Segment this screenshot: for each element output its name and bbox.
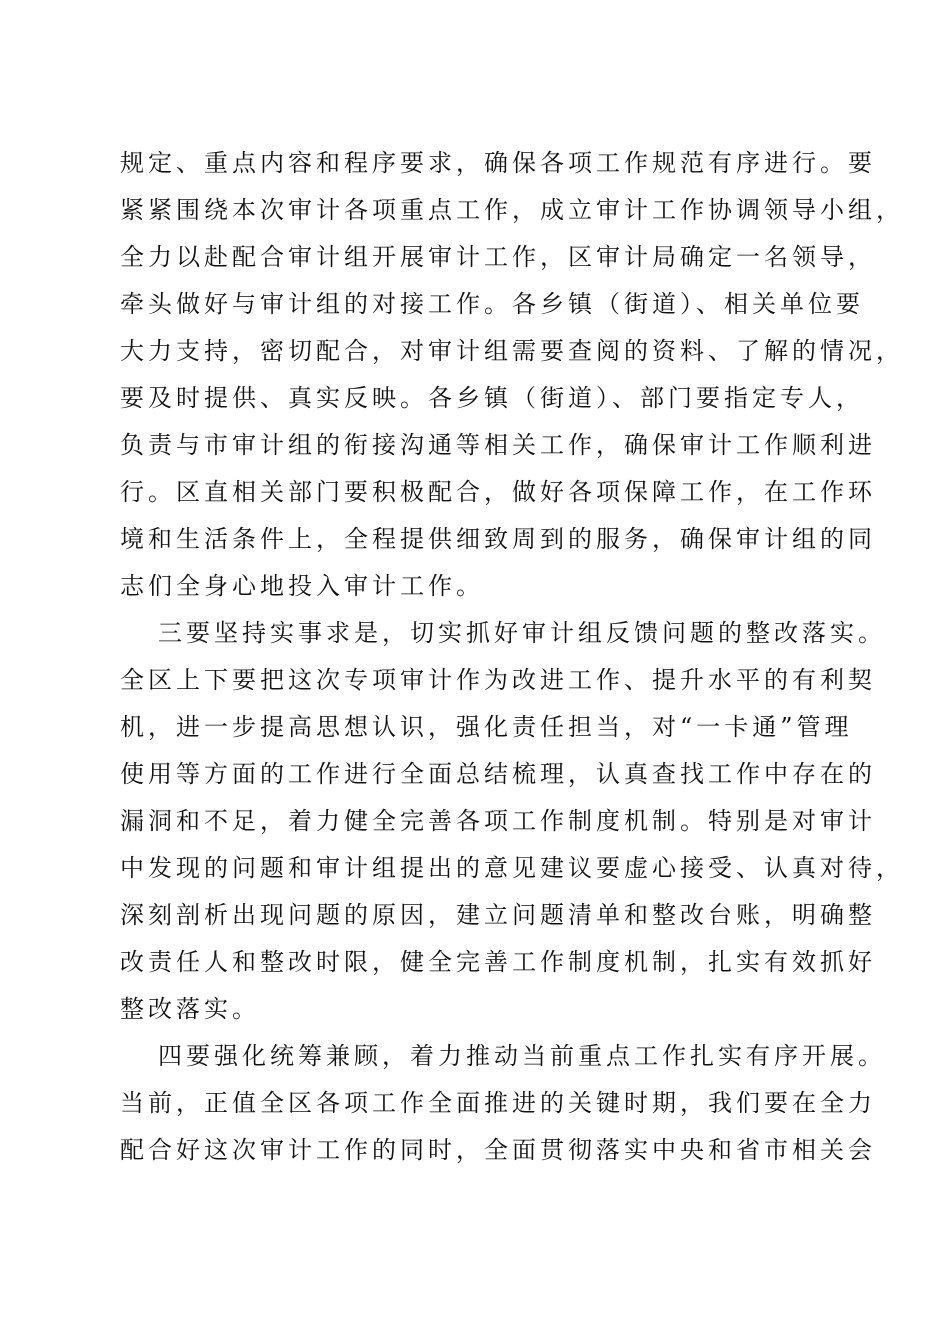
text-line: 境和生活条件上，全程提供细致周到的服务，确保审计组的同 — [120, 525, 876, 553]
text-line: 行。区直相关部门要积极配合，做好各项保障工作，在工作环 — [120, 478, 876, 506]
text-line: 负责与市审计组的衔接沟通等相关工作，确保审计工作顺利进 — [120, 431, 876, 459]
text-line: 漏洞和不足，着力健全完善各项工作制度机制。特别是对审计 — [120, 807, 876, 835]
text-line: 改责任人和整改时限，健全完善工作制度机制，扎实有效抓好 — [120, 948, 876, 976]
text-line: 当前，正值全区各项工作全面推进的关键时期，我们要在全力 — [120, 1089, 876, 1117]
text-line: 志们全身心地投入审计工作。 — [120, 572, 484, 600]
text-line: 要及时提供、真实反映。各乡镇（街道）、部门要指定专人， — [120, 384, 864, 412]
text-line: 四要强化统筹兼顾，着力推动当前重点工作扎实有序开展。 — [158, 1042, 886, 1070]
text-line: 规定、重点内容和程序要求，确保各项工作规范有序进行。要 — [120, 149, 876, 177]
text-line: 配合好这次审计工作的同时，全面贯彻落实中央和省市相关会 — [120, 1136, 876, 1164]
document-body — [120, 140, 904, 1174]
text-line: 大力支持，密切配合，对审计组需要查阅的资料、了解的情况， — [120, 337, 904, 365]
text-line: 牵头做好与审计组的对接工作。各乡镇（街道）、相关单位要 — [120, 290, 864, 318]
text-line: 中发现的问题和审计组提出的意见建议要虚心接受、认真对待， — [120, 854, 904, 882]
text-line: 紧紧围绕本次审计各项重点工作，成立审计工作协调领导小组， — [120, 196, 904, 224]
text-line: 整改落实。 — [120, 995, 260, 1023]
text-line: 使用等方面的工作进行全面总结梳理，认真查找工作中存在的 — [120, 760, 876, 788]
text-line: 全力以赴配合审计组开展审计工作，区审计局确定一名领导， — [120, 243, 876, 271]
text-line: 全区上下要把这次专项审计作为改进工作、提升水平的有利契 — [120, 666, 876, 694]
text-line: 深刻剖析出现问题的原因，建立问题清单和整改台账，明确整 — [120, 901, 876, 929]
text-line: 机，进一步提高思想认识，强化责任担当，对“一卡通”管理 — [120, 713, 853, 741]
text-line: 三要坚持实事求是，切实抓好审计组反馈问题的整改落实。 — [158, 619, 886, 647]
